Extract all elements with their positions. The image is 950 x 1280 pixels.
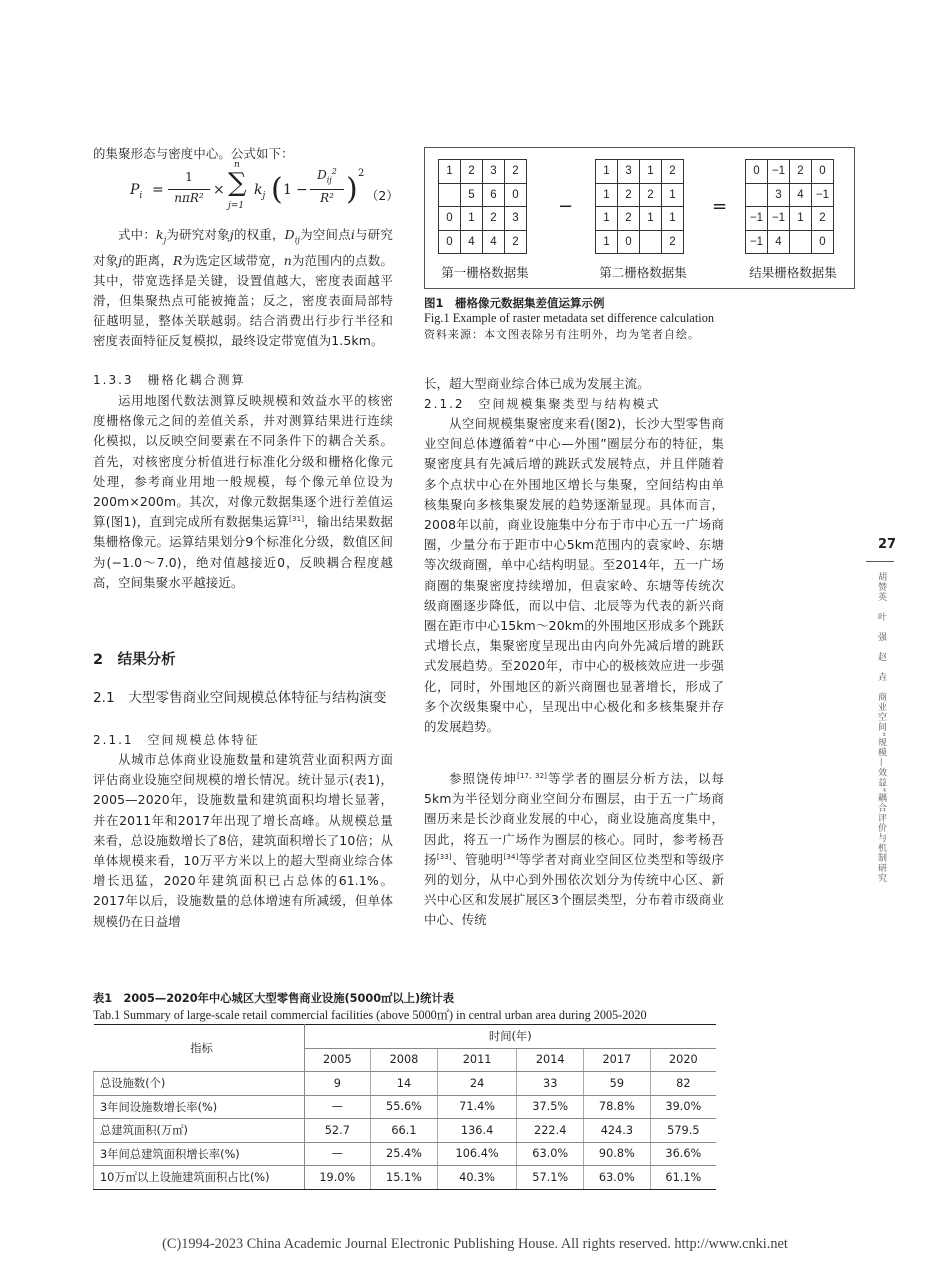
- raster-grid-2: 1 3 1 2 1 2 2 1 1 2 1 1 1 0 2: [595, 159, 684, 254]
- running-header: 胡赞英 叶 强 赵 垚 商业空间“规模—效益”耦合评价与机制研究: [876, 572, 886, 884]
- table-row: 总设施数(个) 9 14 24 33 59 82: [94, 1072, 717, 1096]
- header-year: 2020: [650, 1048, 716, 1072]
- figure-1: [424, 147, 855, 289]
- table-row: 3年间总建筑面积增长率(%) — 25.4% 106.4% 63.0% 90.8% 36.6%: [94, 1142, 717, 1166]
- formula-num: 1: [185, 170, 193, 184]
- paragraph: 从空间规模集聚密度来看(图2)，长沙大型零售商业空间总体遵循着“中心—外围”圈层分布的特征，集聚密度具有先减后增的跳跃式发展特点，并且伴随着多个点状中心在外围地区增长与集聚，空间结构由单核集聚向多核集聚发展的趋势逐渐显现。具体而言，2008年以前，商业设施集中分布于市中心五一广场商圈，少量分布于距市中心5km范围内的袁家岭、东塘等次级商圈，单中心结构明显。至2014年，五一广场商圈的集聚密度持续增加，但袁家岭、东塘等传统次级商圈逐步降低，而以中信、北辰等为代表的新兴商圈在距市中心15km～20km的外围地区形成多个跳跃式增长点，集聚密度呈现出由内向外先减后增的跳跃式发展趋势。至2020年，市中心的极核效应进一步强化，同时，外围地区的新兴商圈也显著增长，形成了多个次级集聚中心，呈现出中心极化和多核集聚并存的发展趋势。: [424, 416, 724, 735]
- grid-2-label: 第二栅格数据集: [599, 265, 687, 280]
- paragraph: 长，超大型商业综合体已成为发展主流。: [424, 376, 650, 391]
- table-title-cn: 表1 2005—2020年中心城区大型零售商业设施(5000㎡以上)统计表: [93, 992, 455, 1005]
- formula-power: 2: [358, 168, 365, 179]
- header-time: 时间(年): [304, 1025, 716, 1049]
- table-title-en: Tab.1 Summary of large-scale retail commercial facilities (above 5000㎡) in central urban area during 2005-2020: [93, 1008, 647, 1022]
- paragraph: 参照饶传坤[17, 32]等学者的圈层分析方法，以每5km为半径划分商业空间分布圈层，由于五一广场商圈历来是长沙商业发展的中心，商业设施高度集中，因此，将五一广场作为圈层的核心。同时，参考杨吾扬[33]、管驰明[34]等学者对商业空间区位类型和等级序列的划分，从中心到外围依次划分为传统中心区、新兴中心区和发展扩展区3个圈层类型，分布着市级商业中心、传统: [424, 771, 724, 928]
- grid-3-label: 结果栅格数据集: [749, 265, 837, 280]
- header-year: 2017: [584, 1048, 651, 1072]
- raster-grid-3: 0 −1 2 0 3 4 −1 −1 −1 1 2 −1 4 0: [745, 159, 834, 254]
- minus-operator: −: [558, 196, 574, 217]
- header-year: 2005: [304, 1048, 371, 1072]
- subsection-heading: 1.3.3 栅格化耦合测算: [93, 373, 246, 387]
- subsection-heading: 2.1.2 空间规模集聚类型与结构模式: [424, 397, 661, 411]
- paragraph: 运用地图代数法测算反映规模和效益水平的核密度栅格像元之间的差值关系，并对测算结果进行连续化模拟，以反映空间要素在不同条件下的耦合关系。首先，对核密度分析值进行标准化分级和栅格化像元处理，参考商业用地一般规模，每个像元单位设为200m×200m。其次，对像元数据集逐个进行差值运算(图1)，直到完成所有数据集运算[31]，输出结果数据集栅格像元。运算结果划分9个标准化分级，数值区间为(−1.0～7.0)，绝对值越接近0，反映耦合程度越高，空间集聚水平越接近。: [93, 393, 393, 590]
- formula-sub-i: i: [139, 190, 143, 201]
- formula-jeq1: j=1: [228, 201, 245, 211]
- header-indicator: 指标: [94, 1025, 305, 1072]
- table-row: 10万㎡以上设施建筑面积占比(%) 19.0% 15.1% 40.3% 57.1% 63.0% 61.1%: [94, 1166, 717, 1190]
- section-heading: 2.1 大型零售商业空间规模总体特征与结构演变: [93, 690, 387, 706]
- formula-den: nπR²: [174, 191, 204, 205]
- header-year: 2014: [517, 1048, 584, 1072]
- formula-n: n: [234, 160, 240, 170]
- figure-source: 资料来源：本文图表除另有注明外，均为笔者自绘。: [424, 328, 700, 341]
- formula-eq: =: [152, 182, 164, 198]
- subsection-heading: 2.1.1 空间规模总体特征: [93, 733, 260, 747]
- table-row: 总建筑面积(万㎡) 52.7 66.1 136.4 222.4 424.3 579.5: [94, 1119, 717, 1143]
- formula-k: k: [254, 182, 263, 198]
- equal-operator: =: [712, 196, 728, 217]
- paragraph: 式中：$k_j$为研究对象j的权重，$D_{ij}$为空间点i与研究对象j的距离，R为选定区域带宽，n为范围内的点数。其中，带宽选择是关键，设置值越大，密度表面越平滑，但集聚热点可能被掩盖；反之，密度表面局部特征越明显，整体关联越弱。结合消费出行步行半径和密度表面特征反复模拟，最终设定带宽值为1.5km。: [93, 227, 394, 349]
- paragraph: 的集聚形态与密度中心。公式如下：: [93, 146, 294, 161]
- section-heading: 2 结果分析: [93, 652, 176, 668]
- formula-number: （2）: [366, 188, 399, 203]
- formula-times: ×: [213, 182, 225, 198]
- table-row: 3年间设施数增长率(%) — 55.6% 71.4% 37.5% 78.8% 39.0%: [94, 1095, 717, 1119]
- formula: $P_i$ = 1 nπR² × n ∑ j=1 $k_j$ ( 1 − $D_{ij}^2$ R² ) 2: [130, 160, 365, 211]
- copyright-footer: (C)1994-2023 China Academic Journal Electronic Publishing House. All rights reserved. http://www.cnki.net: [162, 1236, 788, 1252]
- header-year: 2008: [371, 1048, 438, 1072]
- data-table: [93, 1024, 716, 1190]
- raster-grid-1: 1 2 3 2 5 6 0 0 1 2 3 0 4 4 2: [438, 159, 527, 254]
- figure-caption-en: Fig.1 Example of raster metadata set difference calculation: [424, 311, 714, 325]
- formula-dij: $D_{ij}^2$: [317, 167, 337, 185]
- formula-sub-j: j: [262, 190, 266, 201]
- formula-one: 1: [283, 182, 292, 198]
- figure-caption-cn: 图1 栅格像元数据集差值运算示例: [424, 296, 605, 310]
- paragraph: 从城市总体商业设施数量和建筑营业面积两方面评估商业设施空间规模的增长情况。统计显示(表1)，2005—2020年，设施数量和建筑面积均增长显著，并在2011年和2017年出现了增长高峰。从规模总量来看，总设施数增长了8倍，建筑面积增长了10倍；从单体规模来看，10万平方米以上的超大型商业综合体增长迅猛，2020年建筑面积已占总体的61.1%。2017年以后，设施数量的总体增速有所减缓，但单体规模仍在日益增: [93, 752, 393, 929]
- formula-p: P: [130, 182, 140, 198]
- page-number: 27: [878, 537, 897, 552]
- formula-sum: ∑: [228, 168, 247, 198]
- grid-1-label: 第一栅格数据集: [441, 265, 529, 280]
- header-year: 2011: [437, 1048, 517, 1072]
- formula-minus: −: [296, 182, 308, 198]
- formula-r2: R²: [320, 191, 334, 205]
